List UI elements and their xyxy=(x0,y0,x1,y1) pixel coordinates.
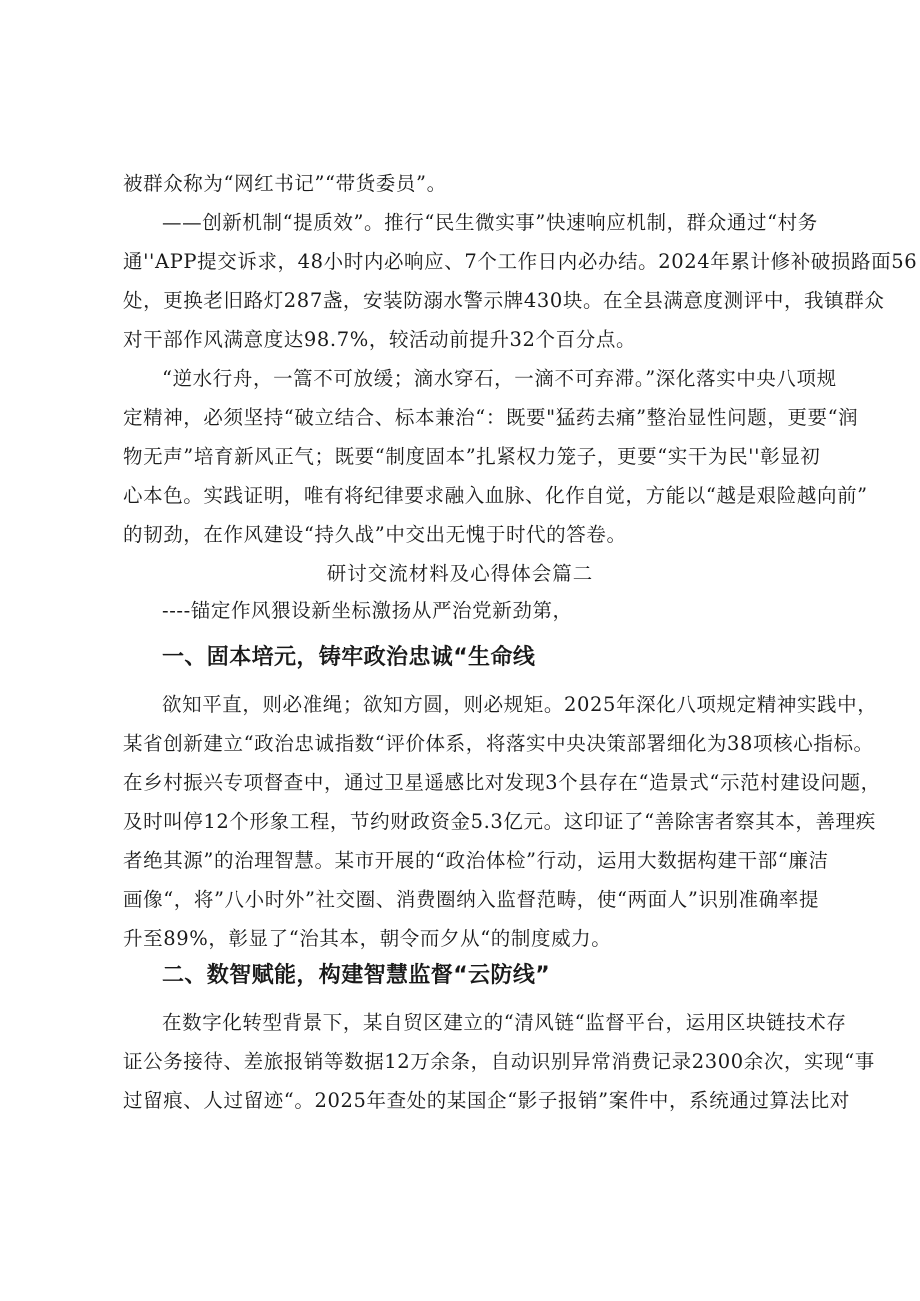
text-line: 过留痕、人过留迹“。2025年查处的某国企“影子报销”案件中，系统通过算法比对 xyxy=(123,1089,850,1112)
text-line: 被群众称为“网红书记”“带货委员”。 xyxy=(123,172,447,195)
heading-2: 二、数智赋能，构建智慧监督“云防线” xyxy=(162,963,551,988)
text-line: 在乡村振兴专项督查中，通过卫星遥感比对发现3个县存在“造景式“示范村建设问题， xyxy=(123,771,881,794)
text-line: 画像“，将”八小时外”社交圈、消费圈纳入监督范畴，使“两面人”识别准确率提 xyxy=(123,888,820,911)
text-line: 物无声”培育新风正气；既要“制度固本”扎紧权力笼子，更要“实干为民''彰显初 xyxy=(123,445,821,468)
text-line: ——创新机制“提质效”。推行“民生微实事”快速响应机制，群众通过“村务 xyxy=(162,211,818,234)
text-line: 证公务接待、差旅报销等数据12万余条，自动识别异常消费记录2300余次，实现“事 xyxy=(123,1050,875,1073)
subtitle: ----锚定作风猥设新坐标激扬从严治党新劲第， xyxy=(162,599,573,622)
heading-1: 一、固本培元，铸牢政治忠诚“生命线 xyxy=(162,645,536,670)
text-line: 处，更换老旧路灯287盏，安装防溺水警示牌430块。在全县满意度测评中，我镇群众 xyxy=(123,289,885,312)
text-line: 及时叫停12个形象工程，节约财政资金5.3亿元。这印证了“善除害者察其本，善理疾 xyxy=(123,810,876,833)
text-line: “逆水行舟，一篙不可放缓；滴水穿石，一滴不可弃滞。”深化落实中央八项规 xyxy=(162,367,837,390)
text-line: 在数字化转型背景下，某自贸区建立的“清风链“监督平台，运用区块链技术存 xyxy=(162,1011,847,1034)
text-line: 心本色。实践证明，唯有将纪律要求融入血脉、化作自觉，方能以“越是艰险越向前” xyxy=(123,484,868,507)
text-line: 通''APP提交诉求，48小时内必响应、7个工作日内必办结。2024年累计修补破损路面56 xyxy=(123,250,918,273)
section-title: 研讨交流材料及心得体会篇二 xyxy=(326,562,594,585)
text-line: 者绝其源”的治理智慧。某市开展的“政治体检”行动，运用大数据构建干部“廉洁 xyxy=(123,849,829,872)
text-line: 升至89%，彰显了“治其本，朝令而夕从“的制度威力。 xyxy=(123,927,612,950)
text-line: 的韧劲，在作风建设“持久战”中交出无愧于时代的答卷。 xyxy=(123,523,627,546)
text-line: 定精神，必须坚持“破立结合、标本兼治“：既要"猛药去痛”整治显性问题，更要“润 xyxy=(123,406,859,429)
text-line: 欲知平直，则必准绳；欲知方圆，则必规矩。2025年深化八项规定精神实践中， xyxy=(162,693,878,716)
text-line: 对干部作风满意度达98.7%，较活动前提升32个百分点。 xyxy=(123,328,637,351)
text-line: 某省创新建立“政治忠诚指数“评价体系，将落实中央决策部署细化为38项核心指标。 xyxy=(123,732,874,755)
